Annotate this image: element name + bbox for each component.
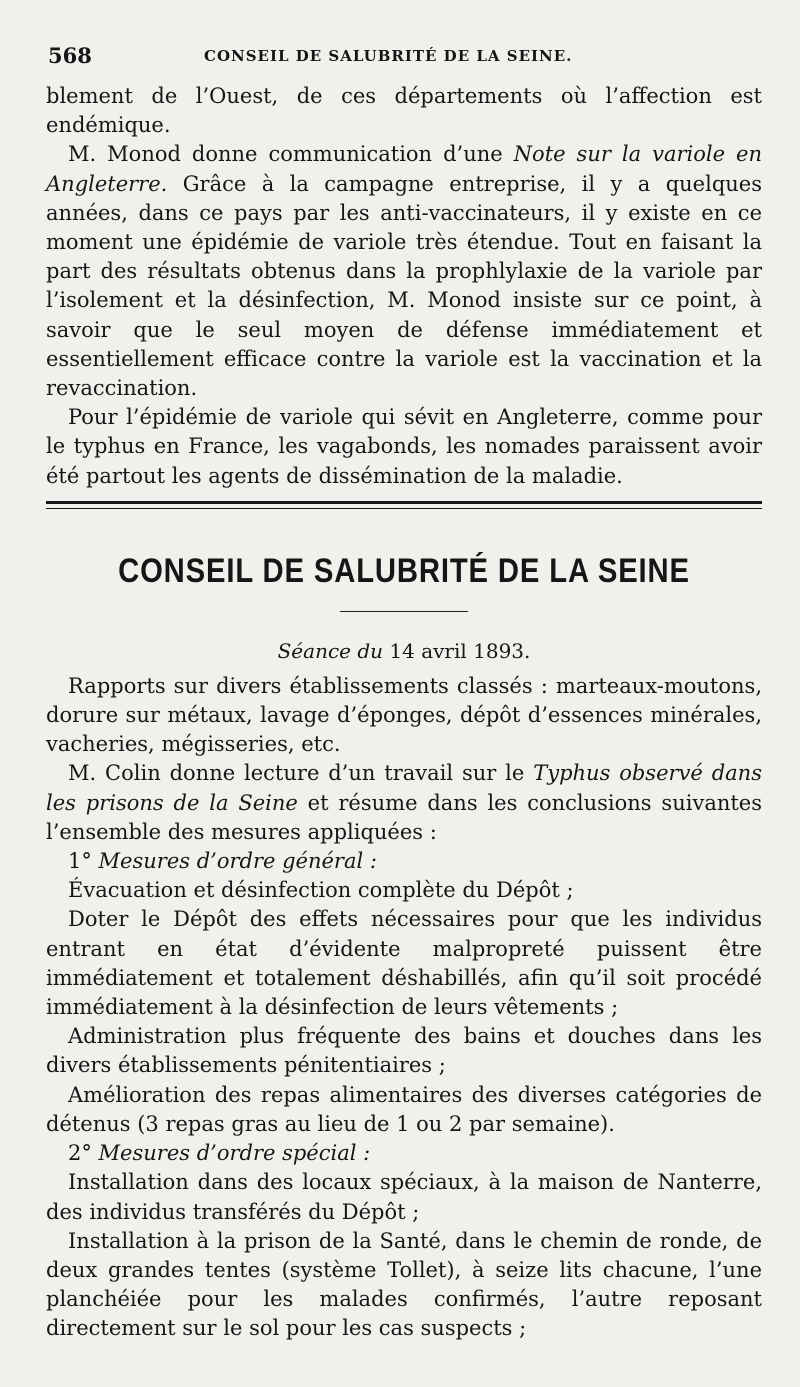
running-title: CONSEIL DE SALUBRITÉ DE LA SEINE. <box>204 47 573 65</box>
measure-meals: Amélioration des repas alimentaires des diverses catégories de détenus (3 repas gras au lieu de 1 ou 2 par semaine). <box>46 1082 762 1136</box>
title-rule <box>340 611 468 612</box>
paragraph-reports: Rapports sur divers établissements classés : marteaux-moutons, dorure sur métaux, lavage d’éponges, dépôt d’essences minérales, vacheries, mégisseries, etc. <box>46 673 762 757</box>
section-title: CONSEIL DE SALUBRITÉ DE LA SEINE <box>118 551 690 590</box>
measure-baths: Administration plus fréquente des bains et douches dans les divers établissements pénitentiaires ; <box>46 1024 762 1078</box>
session-day: 14 avril 1893. <box>389 638 531 663</box>
paragraph-monod-rest: Grâce à la campagne entreprise, il y a quelques années, dans ce pays par les anti-vaccinateurs, il y existe en ce moment une épidémie de variole très étendue. Tout en faisant la part des résultats obtenus dans la prophlylaxie de la variole par l’isolement et la désinfection, M. Monod insiste sur ce point, à savoir que le seul moyen de défense immédiatement et essentiellement efficace contre la variole est la vaccination et la revaccination. <box>46 171 762 401</box>
measure-evacuation: Évacuation et désinfection complète du Dépôt ; <box>68 878 574 903</box>
session-date <box>46 637 762 665</box>
paragraph-colin-prefix: M. Colin donne lecture d’un travail sur le <box>68 761 534 786</box>
paragraph-monod-prefix: M. Monod donne communication d’une <box>68 142 514 167</box>
work-title: Typhus observé dans les prisons de la Seine <box>46 761 762 815</box>
section-divider <box>46 501 762 509</box>
heading-general-measures <box>46 847 762 876</box>
general-label: Mesures d’ordre général : <box>91 849 377 874</box>
heading-special-measures <box>46 1139 762 1168</box>
measure-sante: Installation à la prison de la Santé, dans le chemin de ronde, de deux grandes tentes (système Tollet), à seize lits chacune, l’une planchéiée pour les malades confirmés, l’autre reposant directement sur le sol pour les cas suspects ; <box>46 1228 762 1341</box>
paragraph-colin <box>46 759 762 847</box>
measure-nanterre: Installation dans des locaux spéciaux, à la maison de Nanterre, des individus transférés du Dépôt ; <box>46 1170 762 1224</box>
special-label: Mesures d’ordre spécial : <box>91 1141 371 1166</box>
page-number: 568 <box>48 43 92 68</box>
general-number: 1° <box>68 849 92 874</box>
paragraph-monod <box>46 140 762 403</box>
paragraph-colin-rest: et résume dans les conclusions suivantes l’ensemble des mesures appliquées : <box>46 790 763 844</box>
session-label: Séance du <box>277 638 384 663</box>
note-title: Note sur la variole en Angleterre. <box>46 142 762 196</box>
paragraph-epidemic: Pour l’épidémie de variole qui sévit en Angleterre, comme pour le typhus en France, les vagabonds, les nomades paraissent avoir été partout les agents de dissémination de la maladie. <box>46 405 762 488</box>
measure-equipment: Doter le Dépôt des effets nécessaires pour que les individus entrant en état d’évidente malpropreté puissent être immédiatement et totalement déshabillés, afin qu’il soit procédé immédiatement à la désinfection de leurs vêtements ; <box>46 907 762 1020</box>
paragraph-endemic: blement de l’Ouest, de ces départements où l’affection est endémique. <box>46 84 762 138</box>
special-number: 2° <box>68 1141 92 1166</box>
running-header <box>46 40 762 82</box>
